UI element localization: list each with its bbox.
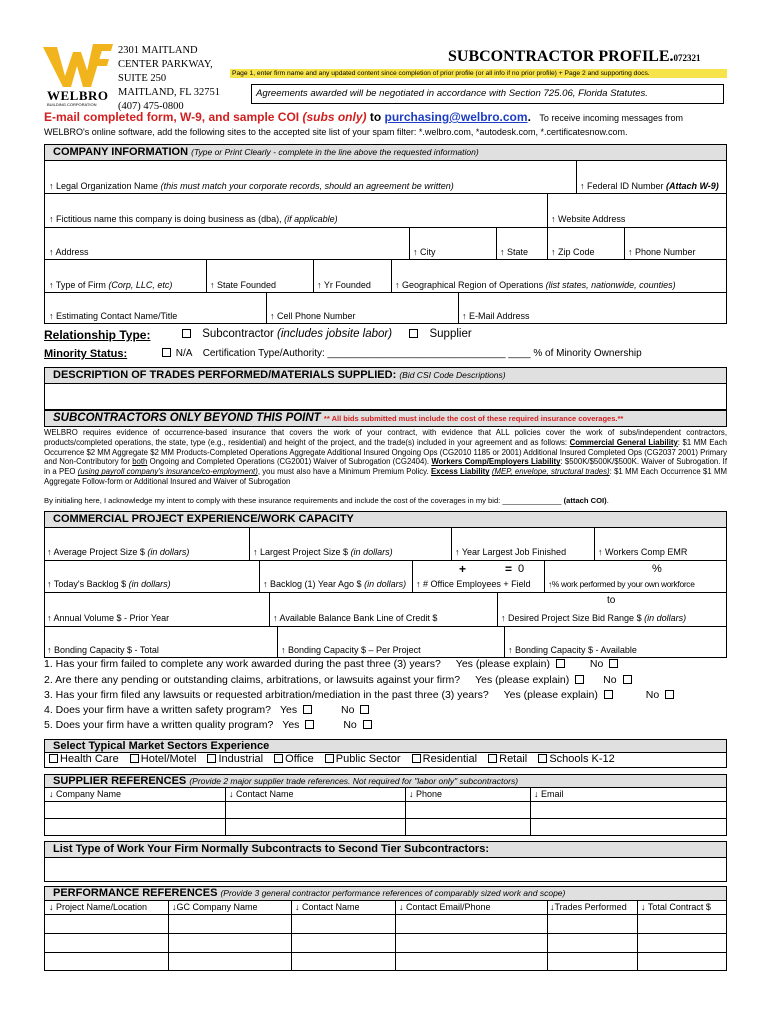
divider: [451, 528, 452, 560]
workers-comp-label: Workers Comp/Employers Liability: [431, 457, 561, 467]
sectors-heading: Select Typical Market Sectors Experience: [44, 739, 727, 753]
subs-only-heading-text: SUBCONTRACTORS ONLY BEYOND THIS POINT: [53, 412, 321, 424]
receive-note: To receive incoming messages from: [539, 113, 683, 123]
no-label: No: [589, 658, 604, 670]
sector-label: Industrial: [218, 753, 264, 765]
website-label: ↑ Website Address: [551, 214, 626, 224]
logo-word: WELBRO: [47, 88, 109, 103]
largest-project-label: [253, 547, 393, 557]
ack-text[interactable]: By initialing here, I acknowledge my intent to comply with these insurance requirements and include the cost of the coverages in my bid: ______________: [44, 496, 564, 505]
welbro-logo-mark: [43, 42, 113, 92]
divider: [547, 228, 548, 259]
divider: [391, 260, 392, 292]
col-total-contract: ↓ Total Contract $: [641, 902, 711, 912]
row-divider: [45, 592, 726, 593]
spam-filter-note: WELBRO's online software, add the following sites to the accepted site list of your spam filter: *.welbro.com, *autodesk.com, *.certificatesnow.com.: [44, 127, 628, 137]
plus-sign: +: [459, 562, 467, 576]
divider: [496, 228, 497, 259]
subcontractor-label: Subcontractor: [202, 328, 274, 340]
city-label: ↑ City: [413, 247, 436, 257]
question-text: 1. Has your firm failed to complete any work awarded during the past three (3) years?: [44, 658, 441, 670]
sector-label: Public Sector: [335, 753, 401, 765]
title-code: 072321: [673, 53, 701, 63]
bonding-available-label: ↑ Bonding Capacity $ - Available: [508, 645, 637, 655]
certification-field[interactable]: Certification Type/Authority: ________________________________ ____ % of Minority Ownership: [202, 348, 642, 359]
attach-coi: (attach COI): [563, 496, 607, 505]
yes-label: Yes (please explain): [475, 674, 570, 686]
sector-label: Office: [285, 753, 314, 765]
retail-checkbox[interactable]: [488, 754, 497, 763]
na-checkbox[interactable]: [162, 348, 171, 357]
yr-founded-label: ↑ Yr Founded: [317, 280, 371, 290]
na-label: N/A: [175, 348, 192, 359]
address-line: MAITLAND, FL 32751: [118, 87, 220, 98]
company-address: [118, 44, 220, 114]
avg-note: (in dollars): [147, 547, 190, 557]
health-care-checkbox[interactable]: [49, 754, 58, 763]
trades-heading-note: (Bid CSI Code Descriptions): [399, 370, 506, 380]
relationship-label: Relationship Type:: [44, 328, 151, 342]
company-heading-text: COMPANY INFORMATION: [53, 146, 189, 158]
legal-name-text: ↑ Legal Organization Name: [49, 181, 159, 191]
logo-sub: BUILDING CORPORATION: [47, 102, 97, 107]
supplier-refs-heading: [44, 774, 727, 788]
sum-value: 0: [518, 563, 525, 575]
minority-label: Minority Status:: [44, 348, 128, 360]
divider: [530, 788, 531, 835]
col-company-name: ↓ Company Name: [49, 789, 122, 799]
no-checkbox[interactable]: [623, 675, 632, 684]
supplier-heading-note: (Provide 2 major supplier trade references. Not required for "labor only" subcontractors): [189, 776, 519, 786]
fictitious-name-label: [49, 214, 338, 224]
subcontractor-note: (includes jobsite labor): [277, 328, 393, 340]
divider: [206, 260, 207, 292]
row-address: [45, 259, 726, 260]
insurance-p1: WELBRO requires evidence of occurrence-based insurance that covers the work of your contract, with evidence that ALL policies cover the work of subs/independent contractors, products/completed operations, the state, type (e.g., residential) and height of the project, and the trade(s) included in your agreement and as follows:: [44, 428, 727, 447]
performance-refs-table: [44, 901, 727, 971]
residential-checkbox[interactable]: [412, 754, 421, 763]
no-label: No: [341, 704, 355, 716]
desired-text: ↑ Desired Project Size Bid Range $: [501, 613, 642, 623]
col-contact-name: ↓ Contact Name: [295, 902, 360, 912]
largest-text: ↑ Largest Project Size $: [253, 547, 349, 557]
sector-label: Health Care: [60, 753, 119, 765]
sector-label: Residential: [422, 753, 478, 765]
state-founded-label: ↑ State Founded: [210, 280, 277, 290]
region-note: (list states, nationwide, counties): [545, 280, 676, 290]
minority-options: [160, 348, 642, 359]
firm-type-label: [49, 280, 172, 290]
insurance-warning: ** All bids submitted must include the cost of these required insurance coverages.**: [323, 414, 624, 423]
credit-line-label: ↑ Available Balance Bank Line of Credit $: [273, 613, 438, 623]
row-divider: [45, 560, 726, 561]
purchasing-email-link[interactable]: purchasing@welbro.com: [384, 110, 528, 124]
divider: [637, 901, 638, 970]
col-contact-name: ↓ Contact Name: [229, 789, 294, 799]
backlog-year-label: [263, 579, 406, 589]
divider: [168, 901, 169, 970]
emr-label: ↑ Workers Comp EMR: [598, 547, 688, 557]
question-5: [44, 719, 374, 731]
divider: [269, 593, 270, 626]
yes-label: Yes: [282, 719, 300, 731]
email-address-label: ↑ E-Mail Address: [462, 311, 530, 321]
divider: [458, 293, 459, 324]
ack-end: .: [606, 496, 609, 505]
supplier-label: Supplier: [429, 328, 472, 340]
yes-checkbox[interactable]: [604, 690, 613, 699]
legal-name-note: (this must match your corporate records, should an agreement be written): [160, 181, 454, 191]
fictitious-text: ↑ Fictitious name this company is doing business as (dba),: [49, 214, 282, 224]
annual-volume-label: ↑ Annual Volume $ - Prior Year: [47, 613, 170, 623]
question-text: 4. Does your firm have a written safety program?: [44, 704, 272, 716]
divider: [544, 561, 545, 592]
yes-checkbox[interactable]: [303, 705, 312, 714]
email-line: [44, 110, 683, 124]
second-tier-area[interactable]: [44, 858, 727, 882]
cgl-label: Commercial General Liability: [569, 437, 678, 447]
divider: [405, 788, 406, 835]
acknowledgement-line: [44, 496, 609, 505]
industrial-checkbox[interactable]: [207, 754, 216, 763]
col-contact-email-phone: ↓ Contact Email/Phone: [399, 902, 491, 912]
divider: [547, 194, 548, 227]
avg-text: ↑ Average Project Size $: [47, 547, 145, 557]
insurance-p3: Ongoing and Completed Operations (CG2001) Waiver of Subrogation (CG2404).: [147, 457, 432, 467]
yes-label: Yes (please explain): [455, 658, 550, 670]
question-2: [44, 674, 634, 686]
own-workforce-label: ↑% work performed by your own workforce: [548, 579, 695, 589]
firm-type-note: (Corp, LLC, etc): [108, 280, 173, 290]
to-label: to: [607, 595, 616, 606]
peo-note: (using payroll company's insurance/co-employment): [77, 467, 258, 477]
divider: [277, 627, 278, 658]
performance-heading-note: (Provide 3 general contractor performance references of comparably sized work and scope): [220, 888, 566, 898]
divider: [504, 627, 505, 658]
subcontractor-checkbox[interactable]: [182, 329, 191, 338]
federal-id-label: [580, 181, 719, 191]
divider: [313, 260, 314, 292]
commercial-grid: [44, 528, 727, 658]
supplier-heading-text: SUPPLIER REFERENCES: [53, 775, 187, 787]
trades-description-area[interactable]: [44, 384, 727, 410]
employees-label: ↑ # Office Employees + Field: [416, 579, 531, 589]
address-label: ↑ Address: [49, 247, 89, 257]
firm-type-text: ↑ Type of Firm: [49, 280, 106, 290]
yes-label: Yes (please explain): [503, 689, 598, 701]
bonding-total-label: ↑ Bonding Capacity $ - Total: [47, 645, 159, 655]
yes-checkbox[interactable]: [556, 659, 565, 668]
sectors-row: [44, 753, 727, 768]
insurance-p2: : $1 MM Each Occurrence $2 MM Aggregate $2 MM Products-Completed Operations Aggregate Additional Insured Ongoing Ops (CG2010 1185 or 2001) Additional Insured Completed Ops (CG2037 2001) Primary and Non-Contributory for: [44, 437, 727, 467]
row-divider: [45, 933, 726, 934]
both-label: both: [132, 457, 148, 467]
address-line: SUITE 250: [118, 73, 167, 84]
col-trades-performed: ↓Trades Performed: [550, 902, 627, 912]
sector-label: Retail: [499, 753, 528, 765]
row-divider: [45, 952, 726, 953]
divider: [266, 293, 267, 324]
state-label: ↑ State: [500, 247, 529, 257]
email-to: to: [366, 110, 385, 124]
row-legal: [45, 193, 726, 194]
region-label: [395, 280, 676, 290]
performance-refs-heading: [44, 886, 727, 901]
trades-heading: [44, 367, 727, 384]
insurance-requirements: [44, 428, 727, 487]
phone-label: ↑ Phone Number: [628, 247, 696, 257]
public-sector-checkbox[interactable]: [325, 754, 334, 763]
divider: [497, 593, 498, 626]
col-gc-company: ↓GC Company Name: [172, 902, 258, 912]
year-largest-label: ↑ Year Largest Job Finished: [455, 547, 567, 557]
company-info-heading: [44, 144, 727, 161]
no-label: No: [603, 674, 617, 686]
schools-checkbox[interactable]: [538, 754, 547, 763]
excess-note: (MEP, envelope, structural trades): [491, 467, 610, 477]
no-label: No: [343, 719, 357, 731]
question-4: [44, 704, 371, 716]
insurance-p5: , you must also have a Minimum Premium Policy.: [257, 467, 431, 477]
backlog-year-text: ↑ Backlog (1) Year Ago $: [263, 579, 362, 589]
office-checkbox[interactable]: [274, 754, 283, 763]
divider: [395, 901, 396, 970]
company-heading-note: (Type or Print Clearly - complete in the line above the requested information): [191, 147, 479, 157]
relationship-options: [180, 328, 472, 340]
question-3: [44, 689, 676, 701]
fictitious-note: (if applicable): [284, 214, 338, 224]
no-checkbox[interactable]: [363, 720, 372, 729]
yes-checkbox[interactable]: [575, 675, 584, 684]
page-title: [448, 48, 701, 66]
yes-label: Yes: [279, 704, 298, 716]
hotel-motel-checkbox[interactable]: [130, 754, 139, 763]
excess-label: Excess Liability: [430, 467, 490, 477]
legal-name-label: [49, 181, 454, 191]
address-line: CENTER PARKWAY,: [118, 59, 213, 70]
address-line: 2301 MAITLAND: [118, 45, 198, 56]
address-line: (407) 475-0800: [118, 101, 184, 112]
question-1: [44, 658, 620, 670]
bonding-per-label: ↑ Bonding Capacity $ – Per Project: [281, 645, 421, 655]
email-instruction: E-mail completed form, W-9, and sample COI: [44, 110, 303, 124]
divider: [624, 228, 625, 259]
second-tier-heading: List Type of Work Your Firm Normally Subcontracts to Second Tier Subcontractors:: [44, 841, 727, 858]
desired-range-label: [501, 613, 686, 623]
trades-heading-text: DESCRIPTION OF TRADES PERFORMED/MATERIALS SUPPLIED:: [53, 369, 397, 381]
subs-only-note: (subs only): [302, 110, 367, 124]
row-divider: [45, 626, 726, 627]
col-project-name: ↓ Project Name/Location: [49, 902, 148, 912]
row-divider: [45, 914, 726, 915]
federal-id-text: ↑ Federal ID Number: [580, 181, 664, 191]
divider: [409, 228, 410, 259]
percent-sign: %: [652, 563, 662, 575]
sector-label: Hotel/Motel: [140, 753, 197, 765]
backlog-today-note: (in dollars): [128, 579, 171, 589]
page-note: Page 1, enter firm name and any updated content since completion of prior profile (or all info if no prior profile) + Page 2 and supporting docs.: [230, 69, 727, 78]
supplier-refs-table: [44, 788, 727, 836]
divider: [412, 561, 413, 592]
avg-project-label: [47, 547, 189, 557]
no-label: No: [645, 689, 660, 701]
federal-id-note: (Attach W-9): [666, 181, 719, 191]
zip-label: ↑ Zip Code: [551, 247, 595, 257]
row-firm: [45, 292, 726, 293]
supplier-checkbox[interactable]: [409, 329, 418, 338]
insurance-p4: : $500K/$500K/$500K. Waiver of Subrogation. If in a PEO: [44, 457, 728, 477]
backlog-today-text: ↑ Today's Backlog $: [47, 579, 127, 589]
no-checkbox[interactable]: [665, 690, 674, 699]
largest-note: (in dollars): [350, 547, 393, 557]
col-phone: ↓ Phone: [409, 789, 443, 799]
title-text: SUBCONTRACTOR PROFILE.: [448, 48, 674, 65]
welbro-logo: [43, 42, 113, 107]
company-info-grid: [44, 161, 727, 324]
cell-phone-label: ↑ Cell Phone Number: [270, 311, 356, 321]
equals-sign: =: [505, 562, 513, 576]
row-divider: [45, 818, 726, 819]
col-email: ↓ Email: [534, 789, 564, 799]
divider: [249, 528, 250, 560]
divider: [225, 788, 226, 835]
no-checkbox[interactable]: [360, 705, 369, 714]
no-checkbox[interactable]: [609, 659, 618, 668]
estimating-contact-label: ↑ Estimating Contact Name/Title: [49, 311, 178, 321]
divider: [547, 901, 548, 970]
desired-note: (in dollars): [644, 613, 687, 623]
divider: [259, 561, 260, 592]
commercial-heading: COMMERCIAL PROJECT EXPERIENCE/WORK CAPACITY: [44, 511, 727, 528]
region-text: ↑ Geographical Region of Operations: [395, 280, 544, 290]
question-text: 2. Are there any pending or outstanding claims, arbitrations, or lawsuits against your firm?: [44, 674, 461, 686]
divider: [291, 901, 292, 970]
backlog-year-note: (in dollars): [364, 579, 407, 589]
performance-heading-text: PERFORMANCE REFERENCES: [53, 887, 218, 899]
email-dot: .: [527, 110, 531, 124]
divider: [576, 161, 577, 193]
subs-only-heading: [44, 410, 727, 427]
backlog-today-label: [47, 579, 171, 589]
yes-checkbox[interactable]: [305, 720, 314, 729]
insurance-p6: : $1 MM Each Occurrence $1 MM Aggregate Follow-form or Additional Insured and Waiver of Subrogation: [44, 467, 728, 486]
question-text: 5. Does your firm have a written quality program?: [44, 719, 274, 731]
question-text: 3. Has your firm filed any lawsuits or requested arbitration/mediation in the past three (3) years?: [44, 689, 489, 701]
divider: [594, 528, 595, 560]
sector-label: Schools K-12: [549, 753, 615, 765]
agreements-box: Agreements awarded will be negotiated in accordance with Section 725.06, Florida Statutes.: [251, 84, 724, 104]
row-divider: [45, 801, 726, 802]
